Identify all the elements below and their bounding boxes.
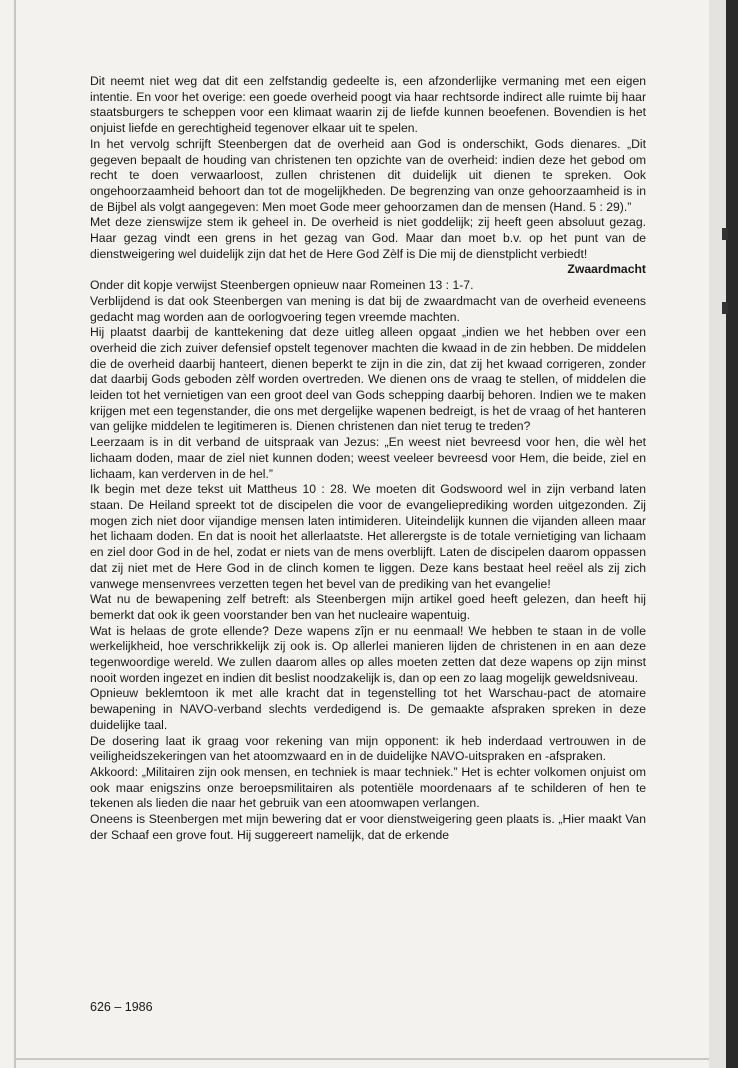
paragraph: Akkoord: „Militairen zijn ook mensen, en techniek is maar techniek.” Het is echter volkomen onjuist om ook maar enigszins onze beroepsmilitairen als potentiële moordenaars af te schilderen of hen te tekenen als lieden die naar het gebruik van een atoomwapen verlangen. [90,764,646,811]
margin-mark-2 [722,302,728,314]
page-number: 626 – 1986 [90,1000,153,1014]
paragraph: Wat is helaas de grote ellende? Deze wapens zîjn er nu eenmaal! We hebben te staan in de volle werkelijkheid, hoe verschrikkelijk zij ook is. Op allerlei manieren lijden de christenen in en aan deze tegenwoordige wereld. We zullen daarom alles op alles moeten zetten dat deze wapens op zijn minst nooit worden ingezet en indien dit beslist noodzakelijk is, dan op een zo laag mogelijk geweldsniveau. [90,623,646,685]
article-body [90,74,646,843]
paragraph: De dosering laat ik graag voor rekening van mijn opponent: ik heb inderdaad vertrouwen in de veiligheidszekeringen van het atoomzwaard en in de duidelijke NAVO-uitspraken en -afspraken. [90,733,646,764]
paragraph: Leerzaam is in dit verband de uitspraak van Jezus: „En weest niet bevreesd voor hen, die wèl het lichaam doden, maar de ziel niet kunnen doden; weest veeleer bevreesd voor Hem, die beide, ziel en lichaam, kan verderven in de hel.” [90,435,646,481]
bottom-page-edge [14,1058,726,1060]
paragraph: Ik begin met deze tekst uit Mattheus 10 : 28. We moeten dit Godswoord wel in zijn verband laten staan. De Heiland spreekt tot de discipelen die voor de evangelieprediking worden uitgezonden. Zij mogen zich niet door vijandige mensen laten intimideren. Uiteindelijk kunnen die vijanden alleen maar het lichaam doden. En dat is nooit het allerlaatste. Het allerergste is de totale vernietiging van lichaam en ziel door God in de hel, zodat er niets van de mens overblijft. Laten de discipelen daarom oppassen dat zij niet met de Here God in de clinch komen te liggen. Deze kans bestaat heel reëel als zij zich vanwege mensenvrees verzetten tegen het bevel van de prediking van het evangelie! [90,482,646,591]
paragraph: Opnieuw beklemtoon ik met alle kracht dat in tegenstelling tot het Warschau-pact de atomaire bewapening in NAVO-verband slechts verdedigend is. De gemaakte afspraken spreken in deze duidelijke taal. [90,686,646,732]
paragraph: Onder dit kopje verwijst Steenbergen opnieuw naar Romeinen 13 : 1-7. [90,278,474,293]
paragraph: Met deze zienswijze stem ik geheel in. De overheid is niet goddelijk; zij heeft geen absoluut gezag. Haar gezag vindt een grens in het gezag van God. Maar dan moet b.v. op het punt van de dienstweigering wel duidelijk zijn dat het de Here God Zèlf is Die mij de dienstplicht verbiedt! [90,215,646,261]
left-binding-edge [14,0,16,1068]
paragraph: Verblijdend is dat ook Steenbergen van mening is dat bij de zwaardmacht van de overheid eveneens gedacht mag worden aan de oorlogvoering tegen vreemde machten. [90,293,646,324]
paragraph: Hij plaatst daarbij de kanttekening dat deze uitleg alleen opgaat „indien we het hebben over een overheid die zich zuiver defensief opstelt tegenover machten die kwaad in de zin hebben. De middelen die de overheid daarbij hanteert, dienen beperkt te zijn in die zin, dat zij het kwaad corrigeren, zonder dat daarbij Gods geboden zèlf worden overtreden. We dienen ons de vraag te stellen, of middelen die leiden tot het vernietigen van een groot deel van Gods schepping daarbij behoren. Indien we te maken krijgen met een tegenstander, die ons met dergelijke wapenen bedreigt, is het de vraag of het hanteren van gelijke middelen te legitimeren is. Dienen christenen dan niet terug te treden? [90,325,646,434]
paragraph: Wat nu de bewapening zelf betreft: als Steenbergen mijn artikel goed heeft gelezen, dan heeft hij bemerkt dat ook ik geen voorstander ben van het nucleaire wapentuig. [90,592,646,622]
paragraph: Dit neemt niet weg dat dit een zelfstandig gedeelte is, een afzonderlijke vermaning met een eigen intentie. En voor het overige: een goede overheid poogt via haar rechtsorde indirect alle ruimte bij haar staatsburgers te scheppen voor een klimaat waarin zij de liefde kunnen beoefenen. Bovendien is het onjuist liefde en gerechtigheid tegenover elkaar uit te spelen. [90,74,646,136]
section-heading-zwaardmacht: Zwaardmacht [567,262,646,277]
paragraph: In het vervolg schrijft Steenbergen dat de overheid aan God is onderschikt, Gods dienares. „Dit gegeven bepaalt de houding van christenen ten opzichte van de overheid: indien deze het gebod om recht te doen verwaarloost, zullen christenen dit duidelijk uit dienen te spreken. Ook ongehoorzaamheid behoort dan tot de mogelijkheden. De begrenzing van onze gehoorzaamheid is in de Bijbel als volgt aangegeven: Men moet Gode meer gehoorzamen dan de mensen (Hand. 5 : 29).” [90,136,646,214]
margin-mark-1 [722,228,728,240]
paragraph: Oneens is Steenbergen met mijn bewering dat er voor dienstweigering geen plaats is. „Hier maakt Van der Schaaf een grove fout. Hij suggereert namelijk, dat de erkende [90,812,646,842]
right-dark-border [726,0,738,1068]
right-page-shadow [709,0,726,1068]
